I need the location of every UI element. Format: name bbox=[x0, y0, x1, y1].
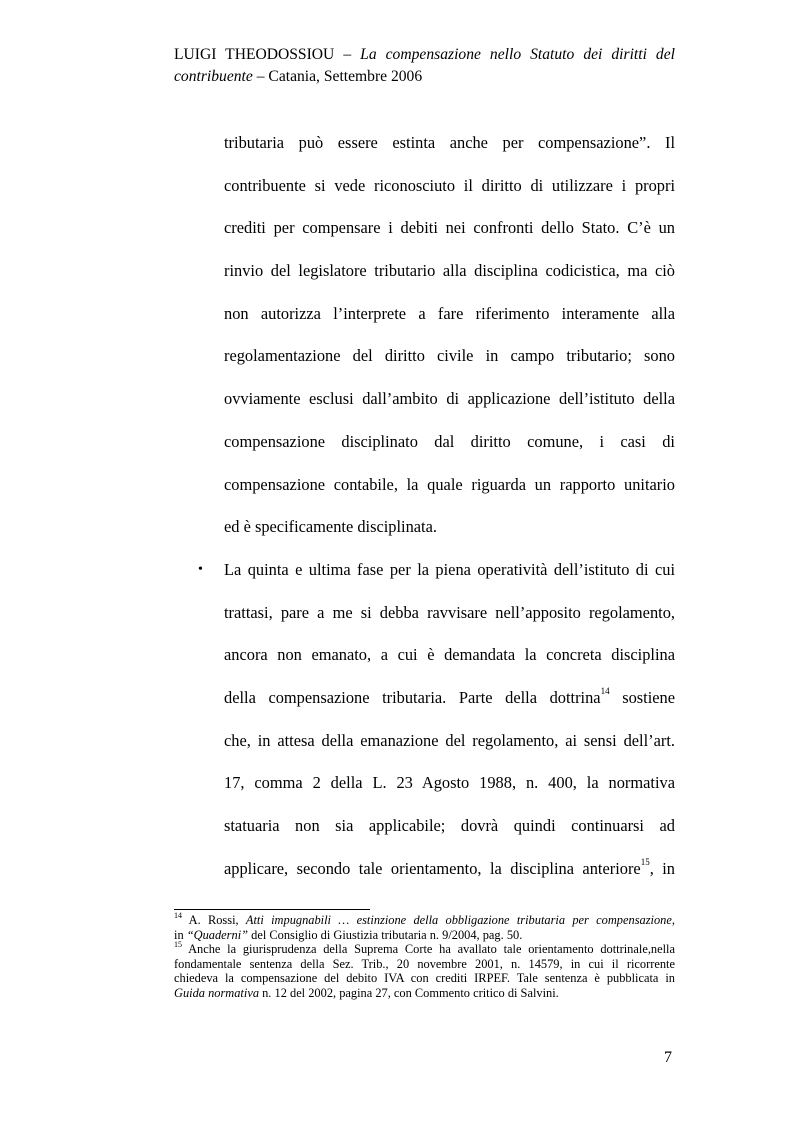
footnote-journal: Guida normativa bbox=[174, 985, 260, 1000]
bullet-line: statuaria non sia applicabile; dovrà quindi continuarsi ad bbox=[224, 816, 675, 835]
bullet-icon: • bbox=[198, 561, 203, 577]
footnote-15-line-3: chiedeva la compensazione del debito IVA con crediti IRPEF. Tale sentenza è pubblicata in bbox=[174, 971, 675, 986]
body-line: non autorizza l’interprete a fare riferimento interamente alla bbox=[224, 303, 675, 323]
footnote-15-line-1: $^{15}$ Anche la giurisprudenza della Suprema Corte ha avallato tale orientamento dottrinale,nella bbox=[174, 940, 675, 957]
footnote-number: 14 bbox=[174, 910, 182, 920]
bullet-line: che, in attesa della emanazione del regolamento, ai sensi dell’art. bbox=[224, 730, 675, 750]
footnote-title: Atti impugnabili … estinzione della obbligazione tributaria per compensazione bbox=[245, 913, 672, 927]
footnote-14-line-1: $^{14}$ A. Rossi, Atti impugnabili … estinzione della obbligazione tributaria per compensazione, bbox=[174, 910, 675, 927]
page-number: 7 bbox=[664, 1049, 672, 1066]
header-line-2 bbox=[174, 68, 422, 85]
bullet-item-line: • La quinta e ultima fase per la piena operatività dell’istituto di cui bbox=[224, 558, 675, 601]
body-line: regolamentazione del diritto civile in campo tributario; sono bbox=[224, 346, 675, 366]
bullet-line: trattasi, pare a me si debba ravvisare nell’apposito regolamento, bbox=[224, 602, 675, 622]
body-text bbox=[198, 131, 676, 899]
header-title-part2: contribuente bbox=[174, 68, 253, 85]
body-line: compensazione contabile, la quale riguarda un rapporto unitario bbox=[224, 474, 675, 494]
bullet-line: della compensazione tributaria. Parte della dottrina$^{14}$ sostiene bbox=[224, 686, 676, 707]
footnote-ref-15[interactable]: 15 bbox=[640, 857, 650, 868]
running-header bbox=[174, 44, 675, 88]
body-line: crediti per compensare i debiti nei confronti dello Stato. C’è un bbox=[224, 218, 675, 238]
bullet-line: ancora non emanato, a cui è demandata la concreta disciplina bbox=[224, 645, 675, 665]
body-line: ovviamente esclusi dall’ambito di applicazione dell’istituto della bbox=[224, 389, 675, 409]
footnotes bbox=[174, 910, 675, 1001]
footnote-15-line-2: fondamentale sentenza della Sez. Trib., 20 novembre 2001, n. 14579, in cui il ricorrente bbox=[174, 956, 675, 971]
footnote-separator bbox=[174, 909, 370, 910]
footnote-number: 15 bbox=[174, 940, 182, 950]
footnote-14-line-2: in “Quaderni” del Consiglio di Giustizia tributaria n. 9/2004, pag. 50. bbox=[174, 927, 523, 942]
footnote-journal: “Quaderni” bbox=[186, 927, 249, 942]
footnote-ref-14[interactable]: 14 bbox=[600, 686, 610, 697]
header-title-part1: La compensazione nello Statuto dei diritti del bbox=[360, 46, 675, 63]
bullet-line: applicare, secondo tale orientamento, la disciplina anteriore$^{15}$, in bbox=[224, 857, 675, 878]
body-line: ed è specificamente disciplinata. bbox=[224, 517, 437, 537]
body-line: contribuente si vede riconosciuto il diritto di utilizzare i propri bbox=[224, 175, 675, 195]
bullet-line: 17, comma 2 della L. 23 Agosto 1988, n. 400, la normativa bbox=[224, 773, 675, 793]
footnote-15-line-4: Guida normativa n. 12 del 2002, pagina 27, con Commento critico di Salvini. bbox=[174, 985, 559, 1000]
header-location-date: – Catania, Settembre 2006 bbox=[252, 68, 423, 85]
header-author: LUIGI THEODOSSIOU bbox=[174, 46, 335, 63]
body-line: compensazione disciplinato dal diritto comune, i casi di bbox=[224, 431, 675, 451]
body-line: tributaria può essere estinta anche per compensazione”. Il bbox=[224, 133, 675, 152]
header-line-1: LUIGI THEODOSSIOU – La compensazione nello Statuto dei diritti del bbox=[174, 46, 675, 63]
body-line: rinvio del legislatore tributario alla disciplina codicistica, ma ciò bbox=[224, 261, 675, 281]
